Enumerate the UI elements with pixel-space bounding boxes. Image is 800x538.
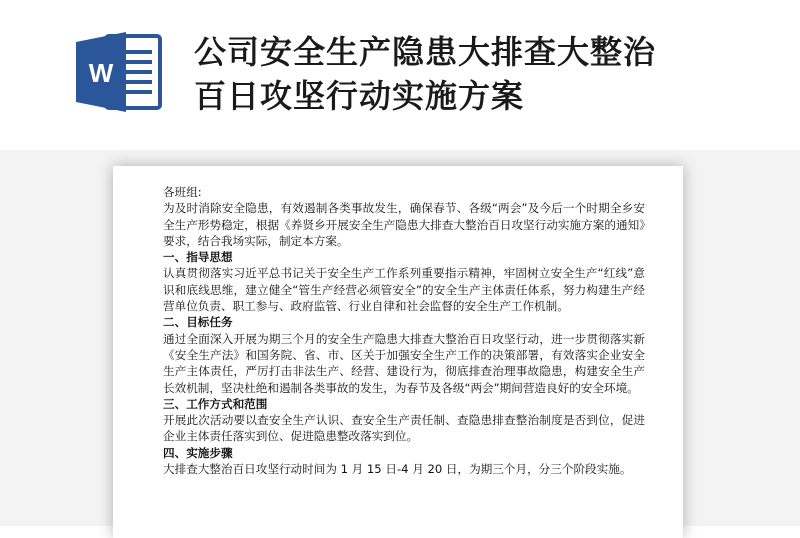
title-line-2: 百日攻坚行动实施方案	[194, 77, 525, 115]
section-body-methods-scope: 开展此次活动要以查安全生产认识、查安全生产责任制、查隐患排查整治制度是否到位，促进企业主体责任落实到位、促进隐患整改落实到位。	[163, 413, 645, 444]
intro-paragraph: 为及时消除安全隐患，有效遏制各类事故发生，确保春节、各级“两会”及今后一个时期全乡安全生产形势稳定，根据《养贤乡开展安全生产隐患大排查大整治百日攻坚行动实施方案的通知》要求，结合我场实际，制定本方案。	[163, 201, 645, 248]
section-heading-methods-scope: 三、工作方式和范围	[163, 396, 268, 411]
page-title	[194, 30, 774, 118]
document-body	[163, 184, 645, 477]
section-body-guiding-ideology: 认真贯彻落实习近平总书记关于安全生产工作系列重要指示精神，牢固树立安全生产“红线”意识和底线思维，建立健全“管生产经营必须管安全”的安全生产主体责任体系，努力构建生产经营单位负责、职工参与、政府监管、行业自律和社会监督的安全生产工作机制。	[163, 266, 645, 314]
section-heading-steps: 四、实施步骤	[163, 445, 233, 460]
section-heading-guiding-ideology: 一、指导思想	[163, 250, 233, 265]
section-body-objectives: 通过全面深入开展为期三个月的安全生产隐患大排查大整治百日攻坚行动，进一步贯彻落实新《安全生产法》和国务院、省、市、区关于加强安全生产工作的决策部署，有效落实企业安全生产主体责任，严厉打击非法生产、经营、建设行为，彻底排查治理事故隐患，构建安全生产长效机制，坚决杜绝和遏制各类事故的发生，为春节及各级“两会”期间营造良好的安全环境。	[163, 331, 645, 395]
section-heading-objectives: 二、目标任务	[163, 315, 233, 330]
word-document-icon	[72, 30, 164, 114]
header-banner	[0, 0, 800, 150]
salutation: 各班组:	[163, 185, 202, 199]
section-body-steps: 大排查大整治百日攻坚行动时间为 1 月 15 日-4 月 20 日，为期三个月，分三个阶段实施。	[163, 462, 632, 477]
title-line-1: 公司安全生产隐患大排查大整治	[194, 33, 657, 71]
word-icon-letter: W	[88, 58, 114, 88]
